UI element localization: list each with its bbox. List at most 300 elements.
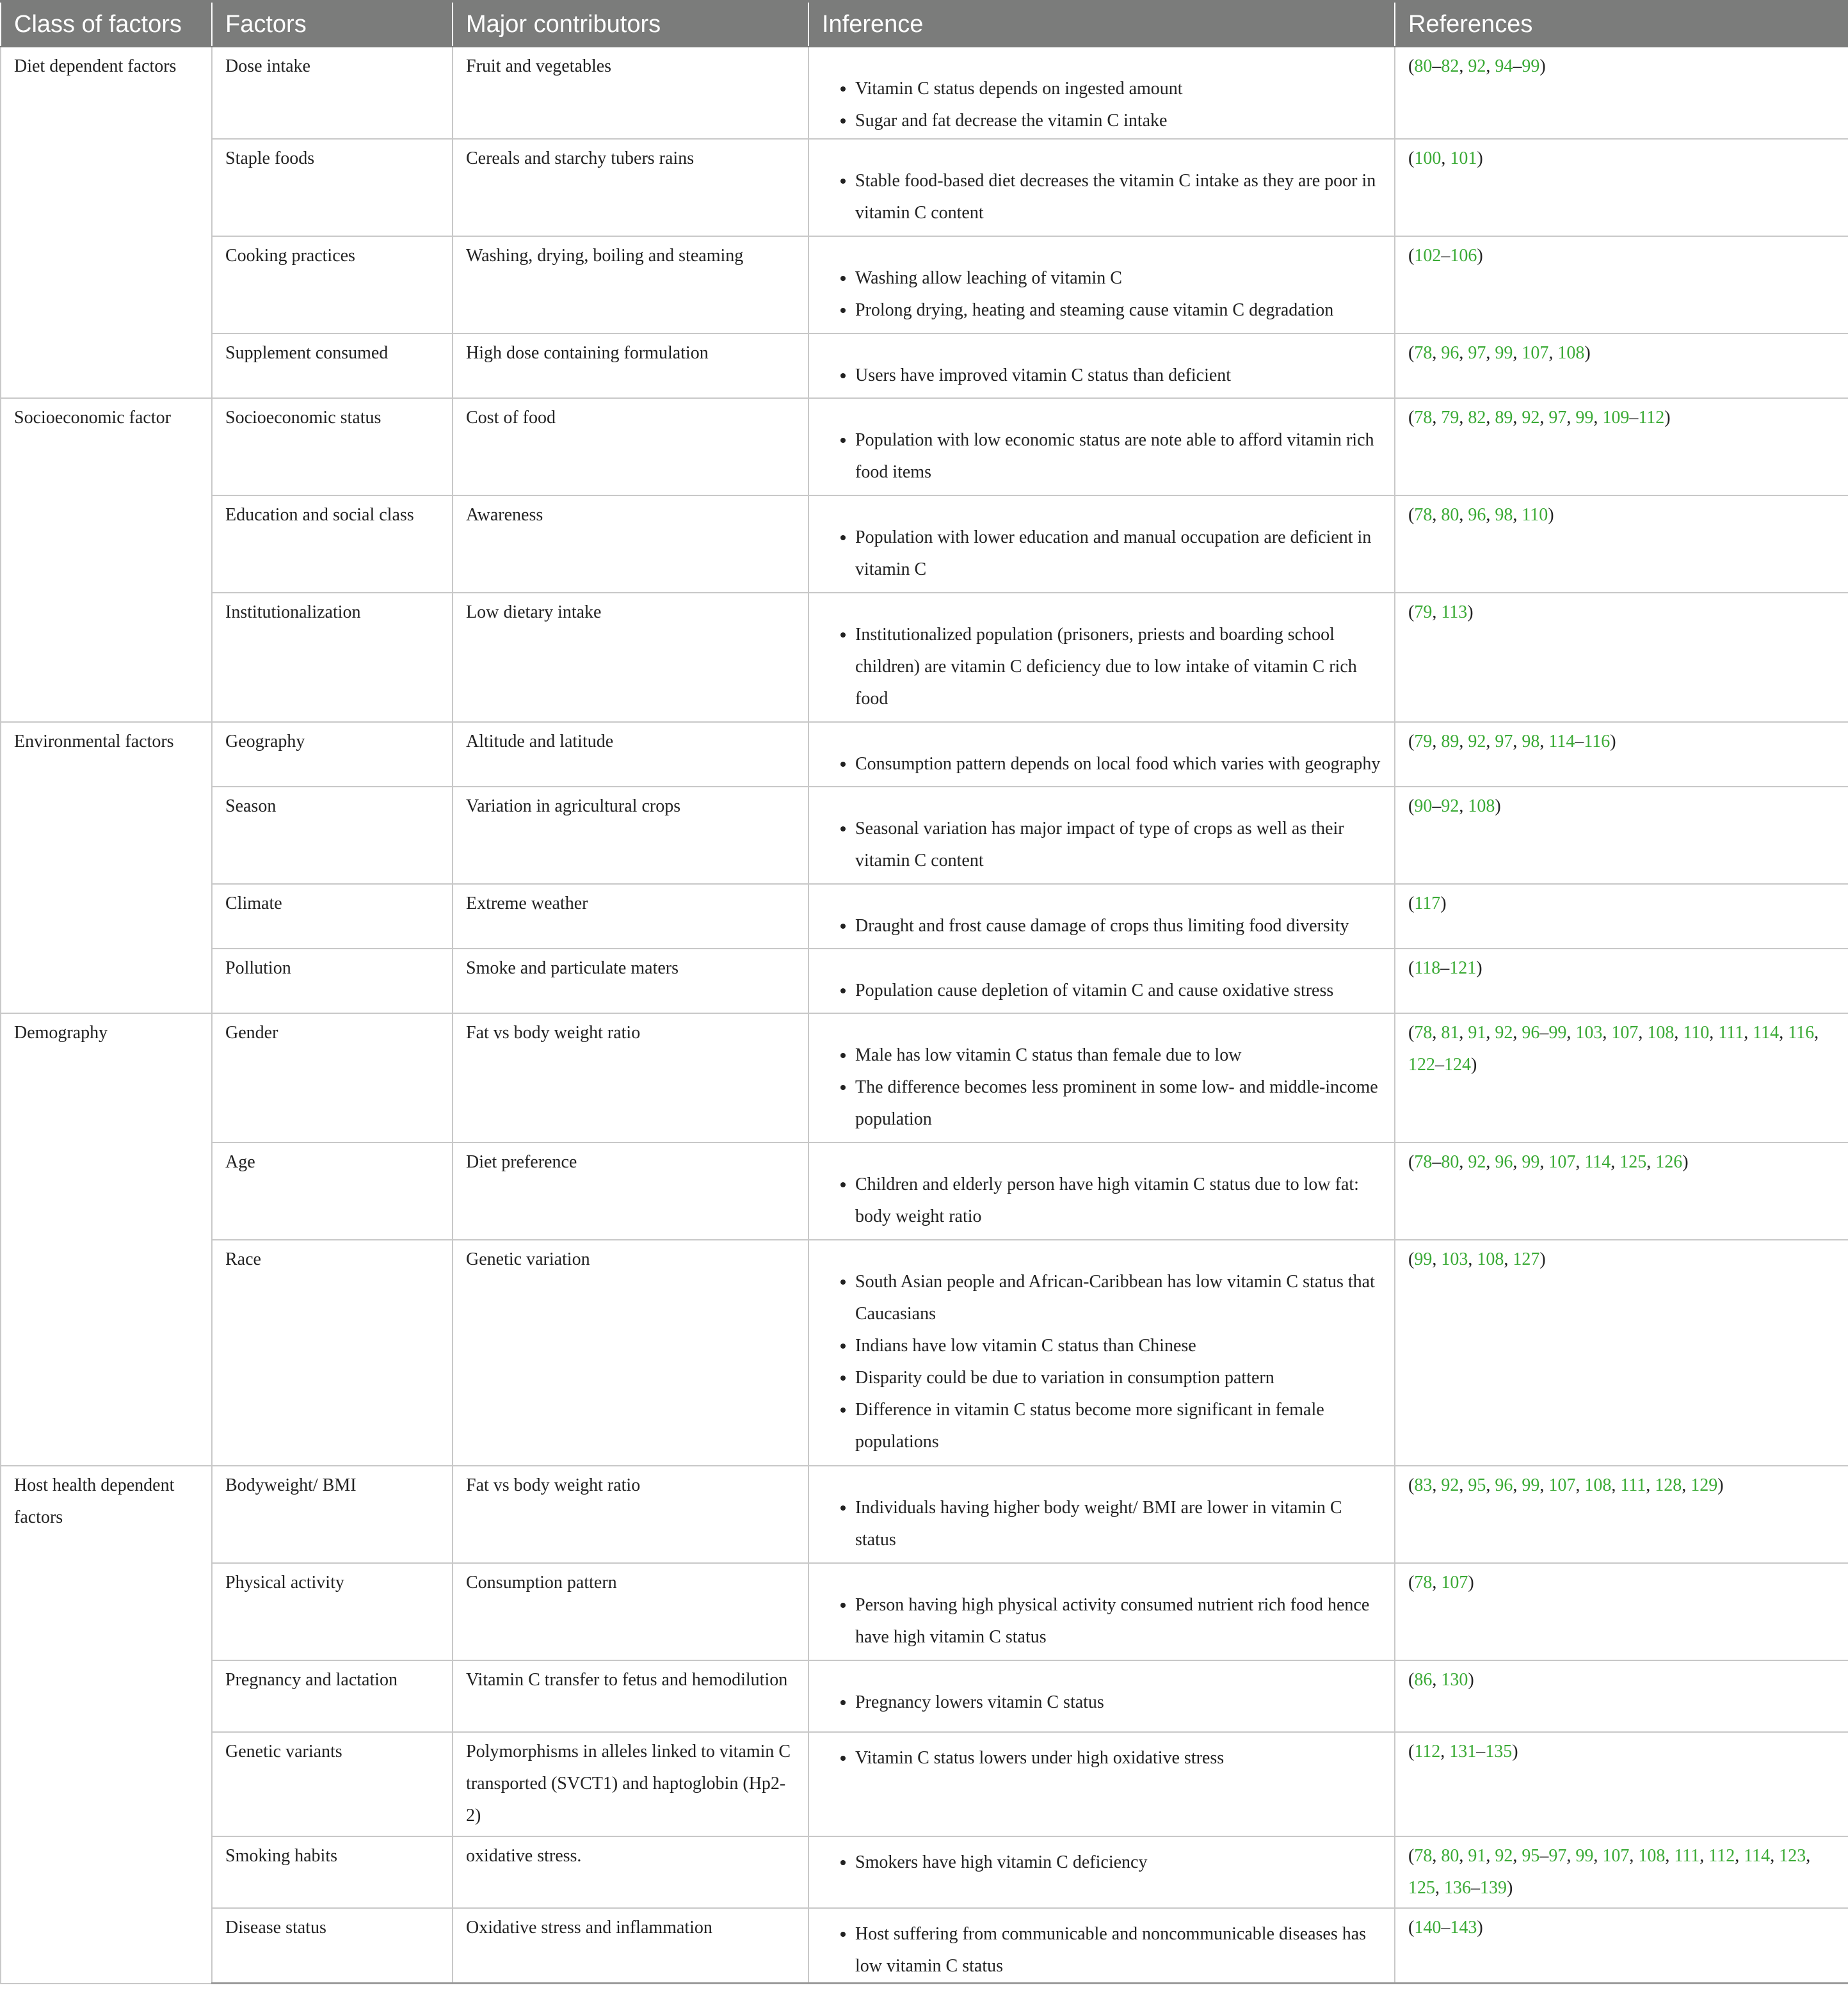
inference-cell: [808, 1908, 1395, 1984]
inference-cell: [808, 1240, 1395, 1466]
reference-separator: –: [1539, 1023, 1549, 1043]
reference-separator: ,: [1432, 1846, 1442, 1866]
header-class-of-factors: Class of factors: [1, 1, 212, 47]
reference-link[interactable]: 127: [1513, 1249, 1540, 1269]
inference-cell: [808, 787, 1395, 884]
factor-cell: Institutionalization: [212, 593, 453, 722]
reference-link[interactable]: 113: [1441, 602, 1468, 622]
reference-separator: ,: [1806, 1846, 1811, 1866]
major-contributors-cell: Fruit and vegetables: [453, 47, 808, 139]
inference-cell: [808, 47, 1395, 139]
inference-item: • Population with lower education and manual occupation are deficient in vitamin C: [855, 522, 1381, 586]
inference-list: [822, 619, 1381, 715]
table-row: [1, 1013, 1848, 1143]
reference-link[interactable]: 92: [1468, 56, 1486, 76]
reference-separator: –: [1441, 246, 1450, 266]
factor-cell: Genetic variants: [212, 1732, 453, 1836]
reference-link[interactable]: 108: [1647, 1023, 1675, 1043]
reference-link[interactable]: 97: [1548, 408, 1567, 428]
table-row: [1, 139, 1848, 236]
header-factors: Factors: [212, 1, 453, 47]
reference-separator: ,: [1432, 732, 1442, 751]
reference-link[interactable]: 99: [1495, 343, 1513, 363]
major-contributors-cell: Altitude and latitude: [453, 722, 808, 787]
major-contributors-cell: Vitamin C transfer to fetus and hemodilution: [453, 1660, 808, 1732]
reference-separator: ,: [1593, 1846, 1603, 1866]
reference-link[interactable]: 135: [1485, 1742, 1513, 1761]
reference-link[interactable]: 117: [1414, 894, 1441, 913]
references-cell: (86, 130): [1395, 1660, 1848, 1732]
reference-link[interactable]: 108: [1638, 1846, 1666, 1866]
reference-separator: –: [1629, 408, 1639, 428]
reference-link[interactable]: 99: [1522, 1152, 1540, 1172]
table-row: [1, 398, 1848, 495]
reference-link[interactable]: 99: [1575, 1846, 1594, 1866]
factor-cell: Supplement consumed: [212, 333, 453, 398]
reference-link[interactable]: 129: [1691, 1475, 1718, 1495]
reference-link[interactable]: 97: [1548, 1846, 1567, 1866]
reference-link[interactable]: 112: [1414, 1742, 1441, 1761]
reference-link[interactable]: 123: [1779, 1846, 1806, 1866]
reference-link[interactable]: 95: [1468, 1475, 1486, 1495]
table-row: [1, 495, 1848, 593]
reference-link[interactable]: 101: [1450, 148, 1477, 168]
reference-link[interactable]: 116: [1788, 1023, 1815, 1043]
inference-cell: [808, 139, 1395, 236]
reference-link[interactable]: 96: [1495, 1152, 1513, 1172]
inference-list: [822, 1039, 1381, 1135]
reference-link[interactable]: 121: [1449, 958, 1477, 978]
reference-separator: ,: [1770, 1846, 1780, 1866]
reference-link[interactable]: 94: [1495, 56, 1513, 76]
table-body: [1, 47, 1848, 1984]
reference-separator: –: [1440, 958, 1450, 978]
factor-cell: Pregnancy and lactation: [212, 1660, 453, 1732]
reference-link[interactable]: 107: [1611, 1023, 1639, 1043]
table-row: [1, 1240, 1848, 1466]
factor-cell: Race: [212, 1240, 453, 1466]
inference-list: [822, 360, 1381, 392]
inference-cell: [808, 495, 1395, 593]
reference-separator: ,: [1513, 1846, 1522, 1866]
reference-link[interactable]: 110: [1522, 505, 1548, 525]
table-row: [1, 236, 1848, 333]
reference-separator: ,: [1513, 732, 1522, 751]
reference-separator: –: [1432, 56, 1442, 76]
reference-link[interactable]: 97: [1495, 732, 1513, 751]
reference-separator: ,: [1486, 732, 1495, 751]
reference-separator: ,: [1486, 343, 1495, 363]
reference-separator: ,: [1486, 1846, 1495, 1866]
reference-link[interactable]: 110: [1683, 1023, 1710, 1043]
reference-link[interactable]: 78: [1414, 1846, 1433, 1866]
reference-link[interactable]: 78: [1414, 343, 1433, 363]
references-cell: (78, 79, 82, 89, 92, 97, 99, 109–112): [1395, 398, 1848, 495]
reference-link[interactable]: 80: [1441, 1152, 1459, 1172]
reference-link[interactable]: 106: [1450, 246, 1477, 266]
reference-separator: ,: [1575, 1475, 1585, 1495]
factor-cell: Physical activity: [212, 1563, 453, 1660]
references-cell: (112, 131–135): [1395, 1732, 1848, 1836]
reference-link[interactable]: 96: [1468, 505, 1486, 525]
reference-separator: ,: [1539, 408, 1549, 428]
inference-cell: [808, 1836, 1395, 1908]
inference-item: • Children and elderly person have high vitamin C status due to low fat: body weight ratio: [855, 1169, 1381, 1233]
reference-separator: ,: [1539, 732, 1549, 751]
inference-cell: [808, 593, 1395, 722]
inference-item: • Users have improved vitamin C status than deficient: [855, 360, 1381, 392]
reference-link[interactable]: 80: [1441, 1846, 1459, 1866]
reference-link[interactable]: 92: [1468, 1152, 1486, 1172]
reference-link[interactable]: 81: [1441, 1023, 1459, 1043]
reference-link[interactable]: 98: [1495, 505, 1513, 525]
table-row: [1, 1836, 1848, 1908]
reference-separator: ,: [1432, 505, 1442, 525]
table-row: [1, 1660, 1848, 1732]
factor-cell: Staple foods: [212, 139, 453, 236]
references-cell: (78, 96, 97, 99, 107, 108): [1395, 333, 1848, 398]
reference-separator: ,: [1513, 1475, 1522, 1495]
reference-link[interactable]: 130: [1441, 1670, 1468, 1690]
reference-link[interactable]: 89: [1495, 408, 1513, 428]
reference-separator: ,: [1611, 1475, 1621, 1495]
reference-link[interactable]: 83: [1414, 1475, 1433, 1495]
major-contributors-cell: Awareness: [453, 495, 808, 593]
reference-link[interactable]: 78: [1414, 505, 1433, 525]
reference-separator: ,: [1779, 1023, 1788, 1043]
reference-link[interactable]: 108: [1584, 1475, 1612, 1495]
reference-separator: ,: [1504, 1249, 1513, 1269]
reference-separator: ,: [1638, 1023, 1648, 1043]
reference-link[interactable]: 92: [1468, 732, 1486, 751]
table-row: [1, 1908, 1848, 1984]
reference-separator: ,: [1548, 343, 1558, 363]
major-contributors-cell: Polymorphisms in alleles linked to vitamin C transported (SVCT1) and haptoglobin (Hp2-2): [453, 1732, 808, 1836]
reference-link[interactable]: 98: [1522, 732, 1540, 751]
reference-separator: ,: [1602, 1023, 1612, 1043]
reference-link[interactable]: 82: [1468, 408, 1486, 428]
factor-cell: Socioeconomic status: [212, 398, 453, 495]
reference-link[interactable]: 111: [1674, 1846, 1700, 1866]
reference-separator: ,: [1459, 1846, 1468, 1866]
reference-link[interactable]: 103: [1441, 1249, 1468, 1269]
reference-link[interactable]: 102: [1414, 246, 1442, 266]
inference-list: [822, 1266, 1381, 1458]
reference-separator: –: [1513, 56, 1522, 76]
reference-separator: ,: [1486, 1023, 1495, 1043]
inference-cell: [808, 333, 1395, 398]
reference-link[interactable]: 96: [1522, 1023, 1540, 1043]
reference-link[interactable]: 124: [1444, 1055, 1471, 1075]
reference-link[interactable]: 92: [1495, 1023, 1513, 1043]
inference-list: [822, 73, 1381, 137]
inference-item: • Population with low economic status are note able to afford vitamin rich food items: [855, 424, 1381, 488]
reference-separator: –: [1471, 1878, 1480, 1898]
table-row: [1, 884, 1848, 949]
reference-link[interactable]: 86: [1414, 1670, 1433, 1690]
inference-item: • Sugar and fat decrease the vitamin C intake: [855, 105, 1381, 137]
references-cell: (90–92, 108): [1395, 787, 1848, 884]
inference-cell: [808, 949, 1395, 1013]
inference-cell: [808, 1013, 1395, 1143]
header-inference: Inference: [808, 1, 1395, 47]
references-cell: (78, 80, 91, 92, 95–97, 99, 107, 108, 111, 112, 114, 123, 125, 136–139): [1395, 1836, 1848, 1908]
reference-separator: –: [1435, 1055, 1444, 1075]
reference-link[interactable]: 100: [1414, 148, 1442, 168]
reference-link[interactable]: 125: [1408, 1878, 1435, 1898]
references-cell: (100, 101): [1395, 139, 1848, 236]
reference-link[interactable]: 136: [1444, 1878, 1471, 1898]
reference-separator: ,: [1486, 1152, 1495, 1172]
references-cell: (118–121): [1395, 949, 1848, 1013]
reference-separator: –: [1432, 1152, 1442, 1172]
reference-separator: ,: [1513, 1152, 1522, 1172]
reference-separator: ,: [1629, 1846, 1639, 1866]
reference-link[interactable]: 78: [1414, 1152, 1433, 1172]
major-contributors-cell: Low dietary intake: [453, 593, 808, 722]
reference-link[interactable]: 79: [1414, 602, 1433, 622]
reference-link[interactable]: 99: [1522, 1475, 1540, 1495]
reference-link[interactable]: 99: [1575, 408, 1594, 428]
reference-link[interactable]: 108: [1557, 343, 1585, 363]
table-row: [1, 333, 1848, 398]
inference-item: • Host suffering from communicable and noncommunicable diseases has low vitamin C status: [855, 1918, 1381, 1982]
reference-link[interactable]: 111: [1620, 1475, 1646, 1495]
inference-item: • Indians have low vitamin C status than Chinese: [855, 1330, 1381, 1362]
table-row: [1, 787, 1848, 884]
major-contributors-cell: Cereals and starchy tubers rains: [453, 139, 808, 236]
reference-link[interactable]: 95: [1522, 1846, 1540, 1866]
major-contributors-cell: Smoke and particulate maters: [453, 949, 808, 1013]
inference-list: [822, 1492, 1381, 1556]
reference-link[interactable]: 107: [1441, 1573, 1468, 1593]
reference-link[interactable]: 128: [1655, 1475, 1682, 1495]
reference-separator: ,: [1432, 1573, 1442, 1593]
inference-item: • Stable food-based diet decreases the vitamin C intake as they are poor in vitamin C content: [855, 165, 1381, 229]
table-row: [1, 593, 1848, 722]
header-row: [1, 1, 1848, 47]
reference-separator: ,: [1566, 408, 1576, 428]
reference-separator: ,: [1539, 1475, 1549, 1495]
reference-separator: ,: [1459, 796, 1468, 816]
references-cell: (79, 113): [1395, 593, 1848, 722]
class-of-factors-cell: Socioeconomic factor: [1, 398, 212, 722]
reference-separator: ,: [1459, 408, 1468, 428]
reference-separator: ,: [1682, 1475, 1691, 1495]
reference-link[interactable]: 122: [1408, 1055, 1435, 1075]
reference-separator: ,: [1432, 343, 1442, 363]
header-references: References: [1395, 1, 1848, 47]
reference-link[interactable]: 80: [1414, 56, 1433, 76]
reference-link[interactable]: 107: [1548, 1475, 1576, 1495]
reference-separator: ,: [1814, 1023, 1819, 1043]
reference-link[interactable]: 89: [1441, 732, 1459, 751]
factor-cell: Pollution: [212, 949, 453, 1013]
reference-separator: ,: [1735, 1846, 1744, 1866]
major-contributors-cell: Variation in agricultural crops: [453, 787, 808, 884]
major-contributors-cell: Fat vs body weight ratio: [453, 1013, 808, 1143]
reference-separator: ,: [1566, 1846, 1576, 1866]
reference-separator: ,: [1709, 1023, 1719, 1043]
reference-separator: ,: [1459, 1023, 1468, 1043]
factor-cell: Season: [212, 787, 453, 884]
reference-link[interactable]: 99: [1548, 1023, 1567, 1043]
inference-cell: [808, 1466, 1395, 1563]
reference-link[interactable]: 139: [1480, 1878, 1507, 1898]
reference-link[interactable]: 131: [1449, 1742, 1477, 1761]
reference-link[interactable]: 107: [1548, 1152, 1576, 1172]
reference-separator: ,: [1459, 56, 1468, 76]
references-cell: (78, 80, 96, 98, 110): [1395, 495, 1848, 593]
reference-link[interactable]: 78: [1414, 1573, 1433, 1593]
reference-link[interactable]: 79: [1414, 732, 1433, 751]
inference-item: • Person having high physical activity consumed nutrient rich food hence have high vitamin C status: [855, 1589, 1381, 1653]
reference-separator: ,: [1744, 1023, 1753, 1043]
inference-item: • Draught and frost cause damage of crops thus limiting food diversity: [855, 910, 1381, 942]
reference-link[interactable]: 92: [1495, 1846, 1513, 1866]
table-row: [1, 1466, 1848, 1563]
inference-list: [822, 1687, 1381, 1719]
references-cell: (99, 103, 108, 127): [1395, 1240, 1848, 1466]
inference-item: • The difference becomes less prominent in some low- and middle-income population: [855, 1071, 1381, 1135]
table-row: [1, 1563, 1848, 1660]
reference-link[interactable]: 97: [1468, 343, 1486, 363]
class-of-factors-cell: Diet dependent factors: [1, 47, 212, 398]
reference-separator: –: [1476, 1742, 1486, 1761]
reference-link[interactable]: 79: [1441, 408, 1459, 428]
reference-link[interactable]: 143: [1450, 1918, 1477, 1938]
reference-link[interactable]: 108: [1468, 796, 1495, 816]
references-cell: (78, 107): [1395, 1563, 1848, 1660]
reference-link[interactable]: 92: [1441, 796, 1459, 816]
major-contributors-cell: Genetic variation: [453, 1240, 808, 1466]
reference-link[interactable]: 118: [1414, 958, 1441, 978]
reference-separator: ,: [1459, 1152, 1468, 1172]
reference-link[interactable]: 112: [1638, 408, 1665, 428]
reference-link[interactable]: 96: [1495, 1475, 1513, 1495]
reference-link[interactable]: 90: [1414, 796, 1433, 816]
reference-separator: ,: [1699, 1846, 1709, 1866]
reference-link[interactable]: 80: [1441, 505, 1459, 525]
factor-cell: Age: [212, 1143, 453, 1240]
table-row: [1, 949, 1848, 1013]
factor-cell: Dose intake: [212, 47, 453, 139]
inference-item: • Pregnancy lowers vitamin C status: [855, 1687, 1381, 1719]
reference-separator: ,: [1432, 602, 1442, 622]
reference-separator: ,: [1646, 1475, 1655, 1495]
reference-link[interactable]: 92: [1522, 408, 1540, 428]
references-cell: (117): [1395, 884, 1848, 949]
reference-separator: ,: [1646, 1152, 1656, 1172]
reference-link[interactable]: 107: [1522, 343, 1549, 363]
factor-cell: Gender: [212, 1013, 453, 1143]
reference-link[interactable]: 92: [1441, 1475, 1459, 1495]
reference-link[interactable]: 108: [1477, 1249, 1504, 1269]
major-contributors-cell: Fat vs body weight ratio: [453, 1466, 808, 1563]
inference-item: • Seasonal variation has major impact of type of crops as well as their vitamin C content: [855, 813, 1381, 877]
factor-cell: Climate: [212, 884, 453, 949]
reference-separator: ,: [1611, 1152, 1620, 1172]
inference-list: [822, 522, 1381, 586]
reference-link[interactable]: 114: [1753, 1023, 1780, 1043]
reference-separator: ,: [1459, 343, 1468, 363]
major-contributors-cell: Cost of food: [453, 398, 808, 495]
reference-separator: ,: [1432, 1475, 1442, 1495]
reference-link[interactable]: 107: [1602, 1846, 1630, 1866]
reference-separator: ,: [1593, 408, 1603, 428]
reference-link[interactable]: 140: [1414, 1918, 1442, 1938]
reference-separator: ,: [1575, 1152, 1585, 1172]
inference-item: • Male has low vitamin C status than female due to low: [855, 1039, 1381, 1071]
references-cell: (80–82, 92, 94–99): [1395, 47, 1848, 139]
inference-list: [822, 424, 1381, 488]
reference-link[interactable]: 109: [1602, 408, 1630, 428]
class-of-factors-cell: Demography: [1, 1013, 212, 1466]
inference-cell: [808, 1732, 1395, 1836]
reference-separator: ,: [1665, 1846, 1675, 1866]
inference-item: • Consumption pattern depends on local food which varies with geography: [855, 748, 1381, 780]
table-header: [1, 1, 1848, 47]
inference-cell: [808, 398, 1395, 495]
reference-separator: ,: [1486, 408, 1495, 428]
reference-separator: ,: [1513, 505, 1522, 525]
reference-link[interactable]: 91: [1468, 1023, 1486, 1043]
major-contributors-cell: Diet preference: [453, 1143, 808, 1240]
reference-link[interactable]: 126: [1655, 1152, 1683, 1172]
reference-link[interactable]: 112: [1708, 1846, 1735, 1866]
reference-link[interactable]: 78: [1414, 408, 1433, 428]
factor-cell: Smoking habits: [212, 1836, 453, 1908]
reference-separator: –: [1539, 1846, 1549, 1866]
header-major-contributors: Major contributors: [453, 1, 808, 47]
reference-link[interactable]: 96: [1441, 343, 1459, 363]
class-of-factors-cell: Host health dependent factors: [1, 1466, 212, 1984]
reference-link[interactable]: 114: [1548, 732, 1575, 751]
reference-separator: ,: [1432, 1249, 1442, 1269]
reference-separator: ,: [1513, 408, 1522, 428]
inference-item: • Prolong drying, heating and steaming cause vitamin C degradation: [855, 294, 1381, 326]
inference-item: • Difference in vitamin C status become more significant in female populations: [855, 1394, 1381, 1458]
reference-link[interactable]: 114: [1744, 1846, 1771, 1866]
reference-separator: ,: [1674, 1023, 1683, 1043]
reference-link[interactable]: 78: [1414, 1023, 1433, 1043]
inference-cell: [808, 722, 1395, 787]
inference-item: • Institutionalized population (prisoners, priests and boarding school children) are vitamin C deficiency due to low intake of vitamin C rich food: [855, 619, 1381, 715]
table-row: [1, 1143, 1848, 1240]
reference-link[interactable]: 111: [1718, 1023, 1744, 1043]
reference-link[interactable]: 125: [1619, 1152, 1647, 1172]
class-of-factors-cell: Environmental factors: [1, 722, 212, 1013]
inference-cell: [808, 1563, 1395, 1660]
references-cell: (140–143): [1395, 1908, 1848, 1984]
major-contributors-cell: oxidative stress.: [453, 1836, 808, 1908]
inference-list: [822, 975, 1381, 1007]
reference-link[interactable]: 82: [1441, 56, 1459, 76]
reference-separator: ,: [1513, 1023, 1522, 1043]
factor-cell: Disease status: [212, 1908, 453, 1984]
inference-item: • Smokers have high vitamin C deficiency: [855, 1847, 1381, 1879]
reference-link[interactable]: 103: [1575, 1023, 1603, 1043]
reference-link[interactable]: 116: [1584, 732, 1611, 751]
reference-link[interactable]: 91: [1468, 1846, 1486, 1866]
reference-link[interactable]: 99: [1414, 1249, 1433, 1269]
inference-cell: [808, 884, 1395, 949]
reference-link[interactable]: 114: [1584, 1152, 1611, 1172]
factor-cell: Education and social class: [212, 495, 453, 593]
major-contributors-cell: High dose containing formulation: [453, 333, 808, 398]
references-cell: (78–80, 92, 96, 99, 107, 114, 125, 126): [1395, 1143, 1848, 1240]
reference-link[interactable]: 99: [1522, 56, 1540, 76]
